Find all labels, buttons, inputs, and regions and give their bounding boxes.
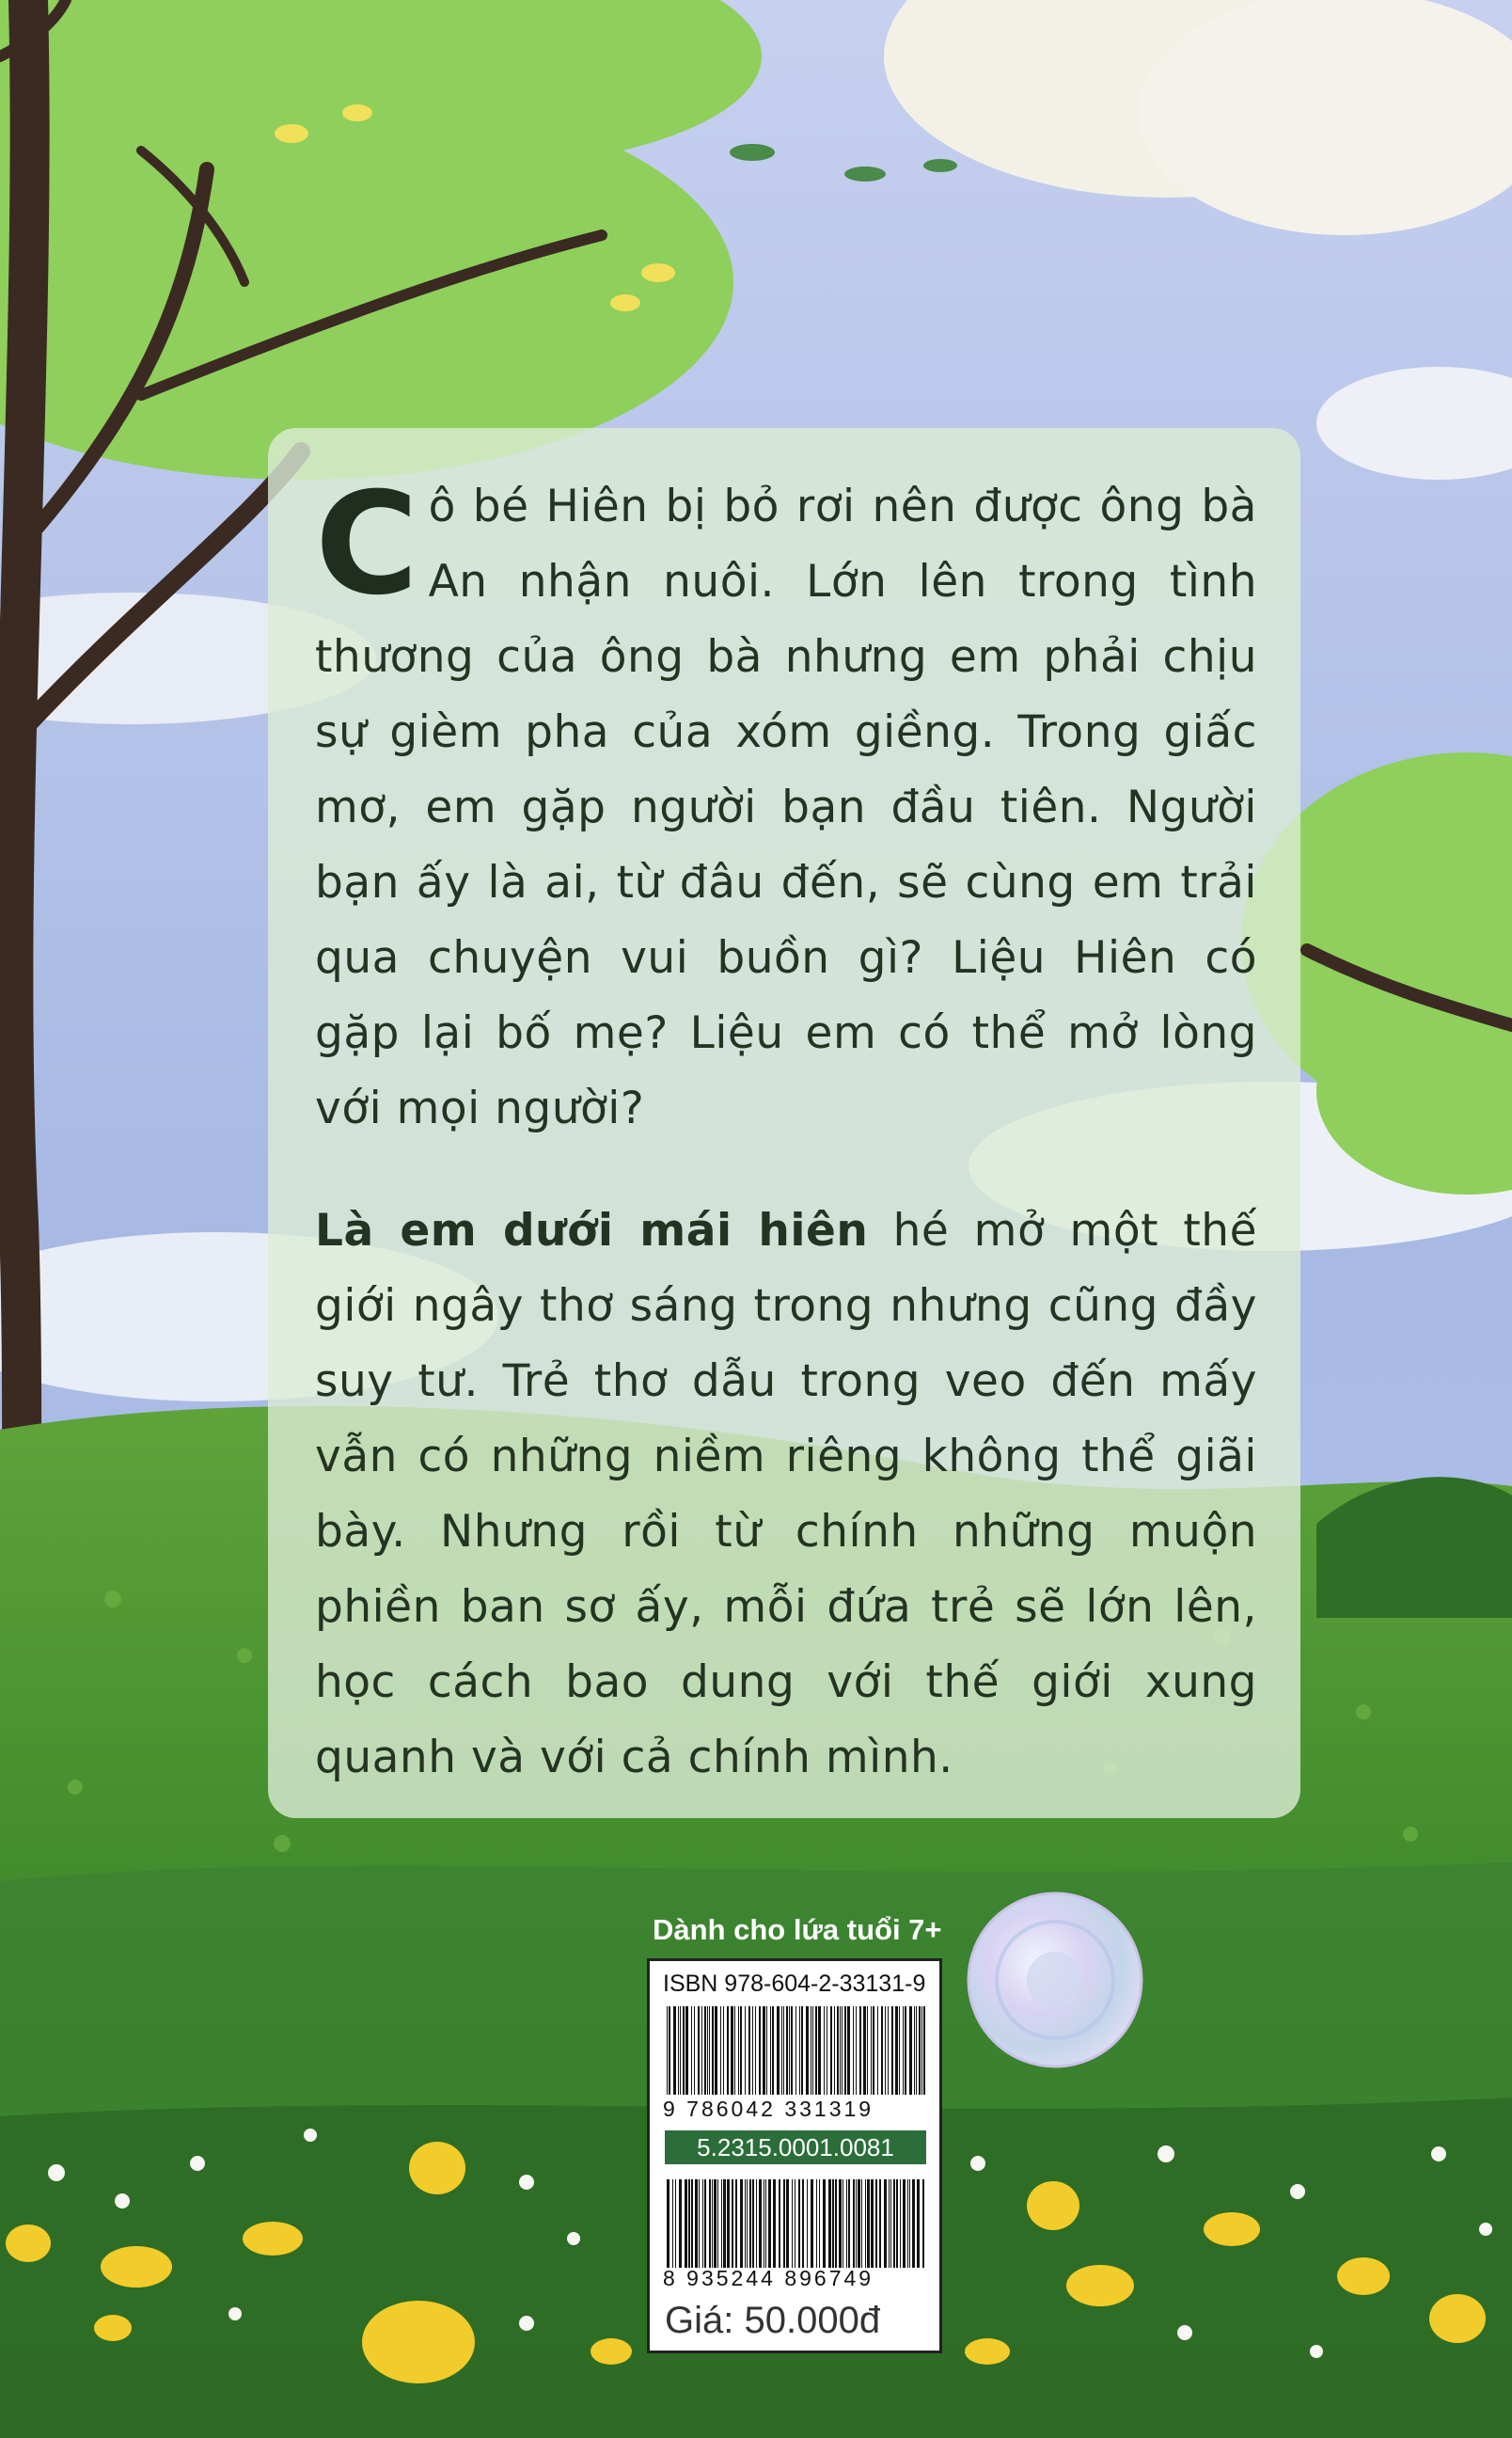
barcode-bar	[847, 2006, 850, 2095]
isbn-barcode	[665, 2006, 930, 2095]
barcode-bar	[791, 2006, 793, 2095]
barcode-bar	[747, 2179, 748, 2268]
barcode-bar	[752, 2006, 753, 2095]
barcode-bar	[912, 2179, 915, 2268]
barcode-bar	[871, 2006, 872, 2095]
book-title-inline: Là em dưới mái hiên	[315, 1205, 869, 1257]
barcode-bar	[721, 2179, 722, 2268]
barcode-bar	[779, 2179, 780, 2268]
product-code: 5.2315.0001.0081	[665, 2130, 926, 2164]
barcode-bar	[783, 2179, 785, 2268]
barcode-bar	[823, 2179, 826, 2268]
barcode-bar	[885, 2006, 886, 2095]
barcode-bar	[921, 2006, 922, 2095]
barcode-bar	[723, 2179, 726, 2268]
barcode-bar	[830, 2006, 832, 2095]
barcode-bar	[759, 2179, 762, 2268]
barcode-bar	[853, 2006, 854, 2095]
barcode-bar	[858, 2179, 860, 2268]
barcode-bar	[745, 2006, 746, 2095]
isbn-text: ISBN 978-604-2-33131-9	[663, 1971, 926, 1997]
barcode-bar	[907, 2179, 908, 2268]
age-label: Dành cho lứa tuổi 7+	[653, 1913, 942, 1946]
barcode-bar	[867, 2006, 868, 2095]
barcode-bar	[819, 2179, 820, 2268]
barcode-bar	[732, 2179, 733, 2268]
barcode-bar	[667, 2179, 669, 2268]
barcode-bar	[669, 2006, 670, 2095]
barcode-bar	[679, 2179, 682, 2268]
barcode-bar	[749, 2179, 751, 2268]
barcode-bar	[871, 2179, 874, 2268]
barcode-bar	[922, 2179, 924, 2268]
barcode-bar	[832, 2179, 834, 2268]
barcode-bar	[903, 2179, 906, 2268]
barcode-bar	[861, 2179, 862, 2268]
barcode-bar	[672, 2179, 673, 2268]
barcode-bar	[740, 2179, 743, 2268]
barcode-bar	[801, 2006, 803, 2095]
barcode-bar	[873, 2006, 874, 2095]
barcode-bar	[844, 2006, 846, 2095]
barcode-bar	[824, 2006, 825, 2095]
barcode-bar	[756, 2179, 757, 2268]
barcode-bar	[893, 2179, 895, 2268]
barcode-bar	[859, 2006, 861, 2095]
barcode-bar	[717, 2179, 718, 2268]
barcode-bar	[715, 2006, 717, 2095]
barcode-bar	[899, 2006, 900, 2095]
barcode-bar	[856, 2006, 857, 2095]
barcode-bar	[856, 2179, 857, 2268]
barcode-bar	[707, 2006, 708, 2095]
barcode-bar	[909, 2006, 912, 2095]
barcode-bar	[923, 2006, 925, 2095]
ean-barcode	[665, 2179, 930, 2268]
barcode-bar	[673, 2006, 676, 2095]
barcode-bar	[895, 2006, 898, 2095]
barcode-bar	[773, 2179, 776, 2268]
barcode-bar	[714, 2179, 717, 2268]
barcode-bar	[731, 2006, 733, 2095]
barcode-bar	[680, 2006, 681, 2095]
barcode-bar	[735, 2179, 737, 2268]
barcode-bar	[709, 2179, 711, 2268]
barcode-bar	[916, 2006, 917, 2095]
barcode-bar	[694, 2006, 695, 2095]
barcode-bar	[903, 2006, 904, 2095]
description-panel	[268, 428, 1300, 1818]
barcode-bar	[798, 2179, 800, 2268]
barcode-bar	[734, 2006, 735, 2095]
barcode-bar	[888, 2006, 889, 2095]
barcode-bar	[853, 2179, 855, 2268]
barcode-bar	[879, 2179, 881, 2268]
barcode-bar	[740, 2006, 742, 2095]
barcode-bar	[720, 2006, 721, 2095]
barcode-bar	[786, 2006, 788, 2095]
barcode-bar	[685, 2006, 688, 2095]
barcode-bar	[738, 2006, 739, 2095]
barcode-bar	[765, 2179, 766, 2268]
barcode-bar	[683, 2006, 685, 2095]
barcode-bar	[691, 2179, 693, 2268]
barcode-bar	[807, 2179, 808, 2268]
barcode-bar	[695, 2179, 698, 2268]
barcode-bar	[867, 2179, 870, 2268]
barcode-bar	[815, 2006, 817, 2095]
isbn-digits: 9 786042 331319	[663, 2097, 874, 2121]
barcode-label	[647, 1958, 942, 2353]
barcode-bar	[763, 2006, 765, 2095]
barcode-bar	[837, 2006, 839, 2095]
barcode-bar	[877, 2006, 878, 2095]
barcode-bar	[770, 2006, 771, 2095]
barcode-bar	[709, 2006, 710, 2095]
barcode-bar	[917, 2179, 920, 2268]
barcode-bar	[759, 2006, 761, 2095]
barcode-bar	[712, 2179, 713, 2268]
barcode-bar	[811, 2179, 813, 2268]
barcode-bar	[702, 2179, 703, 2268]
barcode-bar	[777, 2006, 780, 2095]
barcode-bar	[712, 2006, 714, 2095]
paragraph-2-text: hé mở một thế giới ngây thơ sáng trong nhưng cũng đầy suy tư. Trẻ thơ dẫu trong veo đến mấy vẫn có những niềm riêng không thể giãi bày. Nhưng rồi từ chính những muộn phiền ban sơ ấy, mỗi đứa trẻ sẽ lớn lên, học cách bao dung với thế giới xung quanh và với cả chính mình.	[315, 1205, 1257, 1783]
barcode-bar	[752, 2179, 754, 2268]
barcode-bar	[745, 2179, 746, 2268]
barcode-bar	[865, 2179, 866, 2268]
barcode-bar	[881, 2006, 883, 2095]
barcode-bar	[891, 2006, 893, 2095]
barcode-bar	[846, 2179, 847, 2268]
paragraph-1-text: ô bé Hiên bị bỏ rơi nên được ông bà An nhận nuôi. Lớn lên trong tình thương của ông bà nhưng em phải chịu sự gièm pha của xóm giềng. Trong giấc mơ, em gặp người bạn đầu tiên. Người bạn ấy là ai, từ đâu đến, sẽ cùng em trải qua chuyện vui buồn gì? Liệu Hiên có gặp lại bố mẹ? Liệu em có thể mở lòng với mọi người?	[315, 481, 1257, 1134]
barcode-bar	[781, 2006, 782, 2095]
barcode-bar	[768, 2179, 771, 2268]
barcode-bar	[896, 2179, 898, 2268]
barcode-bar	[786, 2179, 789, 2268]
price-label: Giá: 50.000đ	[665, 2300, 881, 2341]
barcode-bar	[704, 2006, 706, 2095]
barcode-bar	[698, 2006, 700, 2095]
barcode-bar	[818, 2006, 821, 2095]
hologram-sticker	[969, 1888, 1142, 2072]
barcode-bar	[792, 2179, 793, 2268]
barcode-bar	[755, 2006, 756, 2095]
description-paragraph-2	[315, 1194, 1257, 1796]
barcode-bar	[812, 2006, 813, 2095]
barcode-bar	[839, 2179, 842, 2268]
barcode-bar	[816, 2179, 817, 2268]
ean-digits: 8 935244 896749	[663, 2266, 874, 2290]
barcode-bar	[789, 2006, 790, 2095]
barcode-bar	[772, 2006, 774, 2095]
barcode-bar	[828, 2179, 831, 2268]
barcode-bar	[889, 2179, 890, 2268]
barcode-bar	[727, 2179, 730, 2268]
barcode-bar	[704, 2179, 706, 2268]
barcode-bar	[748, 2006, 750, 2095]
barcode-bar	[848, 2179, 850, 2268]
barcode-bar	[795, 2006, 796, 2095]
barcode-bar	[727, 2006, 729, 2095]
barcode-bar	[799, 2006, 800, 2095]
barcode-bar	[840, 2006, 841, 2095]
barcode-bar	[835, 2179, 837, 2268]
barcode-bar	[688, 2179, 690, 2268]
barcode-bar	[701, 2006, 702, 2095]
barcode-bar	[863, 2006, 866, 2095]
barcode-bar	[890, 2179, 891, 2268]
barcode-bar	[834, 2006, 835, 2095]
barcode-bar	[909, 2179, 910, 2268]
barcode-bar	[914, 2006, 915, 2095]
barcode-bar	[905, 2006, 906, 2095]
description-paragraph-1	[315, 463, 1257, 1147]
barcode-bar	[766, 2006, 767, 2095]
barcode-bar	[723, 2006, 724, 2095]
drop-cap: C	[315, 463, 419, 626]
barcode-bar	[691, 2006, 692, 2095]
barcode-bar	[675, 2179, 676, 2268]
barcode-bar	[842, 2006, 843, 2095]
barcode-bar	[678, 2006, 679, 2095]
barcode-bar	[783, 2006, 784, 2095]
barcode-bar	[802, 2179, 804, 2268]
barcode-bar	[919, 2006, 921, 2095]
barcode-bar	[685, 2179, 687, 2268]
barcode-bar	[667, 2006, 668, 2095]
barcode-bar	[900, 2179, 901, 2268]
barcode-bar	[875, 2179, 877, 2268]
barcode-bar	[884, 2179, 887, 2268]
barcode-bar	[806, 2006, 809, 2095]
barcode-bar	[699, 2179, 700, 2268]
